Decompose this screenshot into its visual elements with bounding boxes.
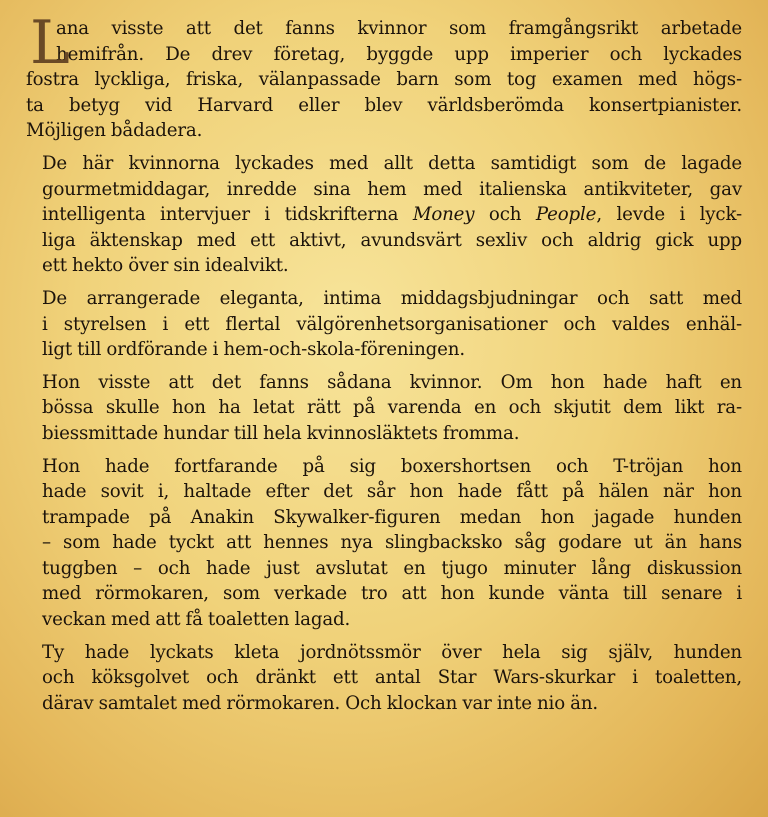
text-line: biessmittade hundar till hela kvinnosläktets fromma. — [42, 422, 520, 444]
italic-title-people: People — [535, 204, 597, 226]
text-line: fostra lyckliga, friska, välanpassade barn som tog examen med högs- — [26, 69, 742, 91]
text-line: hemifrån. De drev företag, byggde upp imperier och lyckades — [56, 43, 742, 65]
text-line: Hon hade fortfarande på sig boxershortsen och T-tröjan hon — [42, 455, 742, 477]
text-line: gourmetmiddagar, inredde sina hem med italienska antikviteter, gav — [42, 178, 742, 200]
book-page — [26, 8, 743, 723]
text-line: hade sovit i, haltade efter det sår hon hade fått på hälen när hon — [42, 481, 742, 503]
text-line: tuggben – och hade just avslutat en tjugo minuter lång diskussion — [42, 557, 742, 579]
text-line: därav samtalet med rörmokaren. Och klockan var inte nio än. — [42, 692, 599, 714]
text-line: De här kvinnorna lyckades med allt detta samtidigt som de lagade — [42, 152, 742, 174]
text-line: i styrelsen i ett flertal välgörenhetsorganisationer och valdes enhäl- — [42, 313, 742, 335]
paragraph-5 — [26, 454, 742, 633]
text-line: ta betyg vid Harvard eller blev världsberömda konsertpianister. — [26, 94, 742, 116]
text-segment: intelligenta intervjuer i tidskrifterna — [42, 204, 413, 226]
text-line: Ty hade lyckats kleta jordnötssmör över hela sig själv, hunden — [42, 641, 742, 663]
text-line: ligt till ordförande i hem-och-skola-föreningen. — [42, 339, 465, 361]
text-line: veckan med att få toaletten lagad. — [42, 609, 351, 631]
italic-title-money: Money — [412, 204, 475, 226]
text-segment: , levde i lyck- — [596, 204, 743, 226]
drop-cap: L — [30, 8, 70, 78]
text-line: liga äktenskap med ett aktivt, avundsvärt sexliv och aldrig gick upp — [42, 229, 742, 251]
text-line: bössa skulle hon ha letat rätt på varenda en och skjutit dem likt ra- — [42, 397, 742, 419]
text-line: Hon visste att det fanns sådana kvinnor. Om hon hade haft en — [42, 371, 742, 393]
text-line: ana visste att det fanns kvinnor som framgångsrikt arbetade — [56, 18, 742, 39]
text-line: trampade på Anakin Skywalker-figuren medan hon jagade hunden — [42, 506, 742, 528]
text-line: ett hekto över sin idealvikt. — [42, 255, 289, 277]
paragraph-1 — [26, 8, 742, 144]
paragraph-6 — [26, 640, 742, 717]
text-line: med rörmokaren, som verkade tro att hon kunde vänta till senare i — [42, 583, 742, 605]
text-line: De arrangerade eleganta, intima middagsbjudningar och satt med — [42, 287, 742, 309]
text-line — [26, 202, 742, 228]
text-line: – som hade tyckt att hennes nya slingbacksko såg godare ut än hans — [42, 532, 742, 554]
text-segment: och — [474, 204, 536, 226]
paragraph-4 — [26, 370, 742, 447]
text-line: Möjligen bådadera. — [26, 120, 203, 142]
paragraph-2 — [26, 151, 742, 279]
paragraph-3 — [26, 286, 742, 363]
text-line: och köksgolvet och dränkt ett antal Star Wars-skurkar i toaletten, — [42, 667, 742, 689]
